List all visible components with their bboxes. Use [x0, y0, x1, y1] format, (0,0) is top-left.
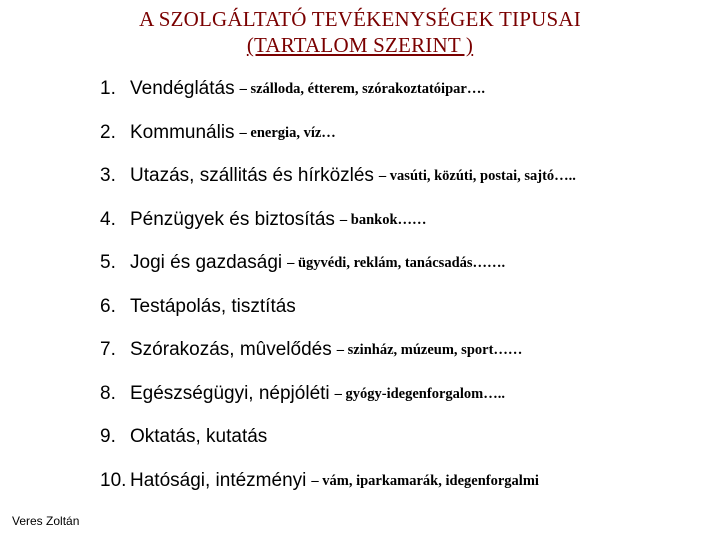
- item-examples: – energia, víz…: [239, 124, 336, 141]
- item-number: 10.: [100, 469, 127, 491]
- item-examples: – szinház, múzeum, sport……: [336, 342, 523, 358]
- item-title: Jogi és gazdasági: [130, 252, 283, 273]
- list-item: [100, 381, 710, 425]
- item-examples: – szálloda, étterem, szórakoztatóipar….: [239, 81, 485, 97]
- item-title: Egészségügyi, népjóléti: [130, 382, 330, 404]
- item-examples: – ügyvédi, reklám, tanácsadás…….: [287, 255, 506, 271]
- item-title: Szórakozás, mûvelődés: [130, 339, 332, 360]
- title-line-2: (TARTALOM SZERINT ): [246, 33, 474, 57]
- list-item: [100, 337, 710, 381]
- list-item: [100, 120, 710, 164]
- item-number: 3.: [100, 165, 116, 186]
- item-number: 9.: [100, 426, 116, 447]
- item-number: 2.: [100, 121, 116, 143]
- item-examples: – vám, iparkamarák, idegenforgalmi: [311, 472, 539, 489]
- item-number: 6.: [100, 295, 116, 317]
- item-examples: – gyógy-idegenforgalom…..: [334, 385, 505, 402]
- item-number: 8.: [100, 382, 116, 404]
- slide-title: [0, 6, 720, 58]
- title-line-1: A SZOLGÁLTATÓ TEVÉKENYSÉGEK TIPUSAI: [139, 7, 581, 31]
- item-number: 4.: [100, 208, 116, 230]
- service-type-list: [100, 76, 710, 511]
- item-title: Testápolás, tisztítás: [130, 295, 296, 317]
- item-title: Vendéglátás: [130, 78, 235, 99]
- item-title: Kommunális: [130, 121, 235, 143]
- item-title: Hatósági, intézményi: [130, 469, 307, 491]
- list-item: [100, 294, 710, 338]
- list-item: [100, 250, 710, 294]
- list-item: [100, 207, 710, 251]
- item-title: Utazás, szállitás és hírközlés: [130, 165, 374, 186]
- author-name: Veres Zoltán: [12, 514, 80, 528]
- list-item: [100, 424, 710, 468]
- item-examples: – vasúti, közúti, postai, sajtó…..: [378, 168, 576, 184]
- item-number: 5.: [100, 252, 116, 273]
- list-item: [100, 163, 710, 207]
- item-number: 7.: [100, 339, 116, 360]
- item-title: Oktatás, kutatás: [130, 426, 268, 447]
- item-number: 1.: [100, 78, 116, 99]
- item-title: Pénzügyek és biztosítás: [130, 208, 335, 230]
- list-item: [100, 76, 710, 120]
- item-examples: – bankok……: [339, 211, 427, 228]
- list-item: [100, 468, 710, 512]
